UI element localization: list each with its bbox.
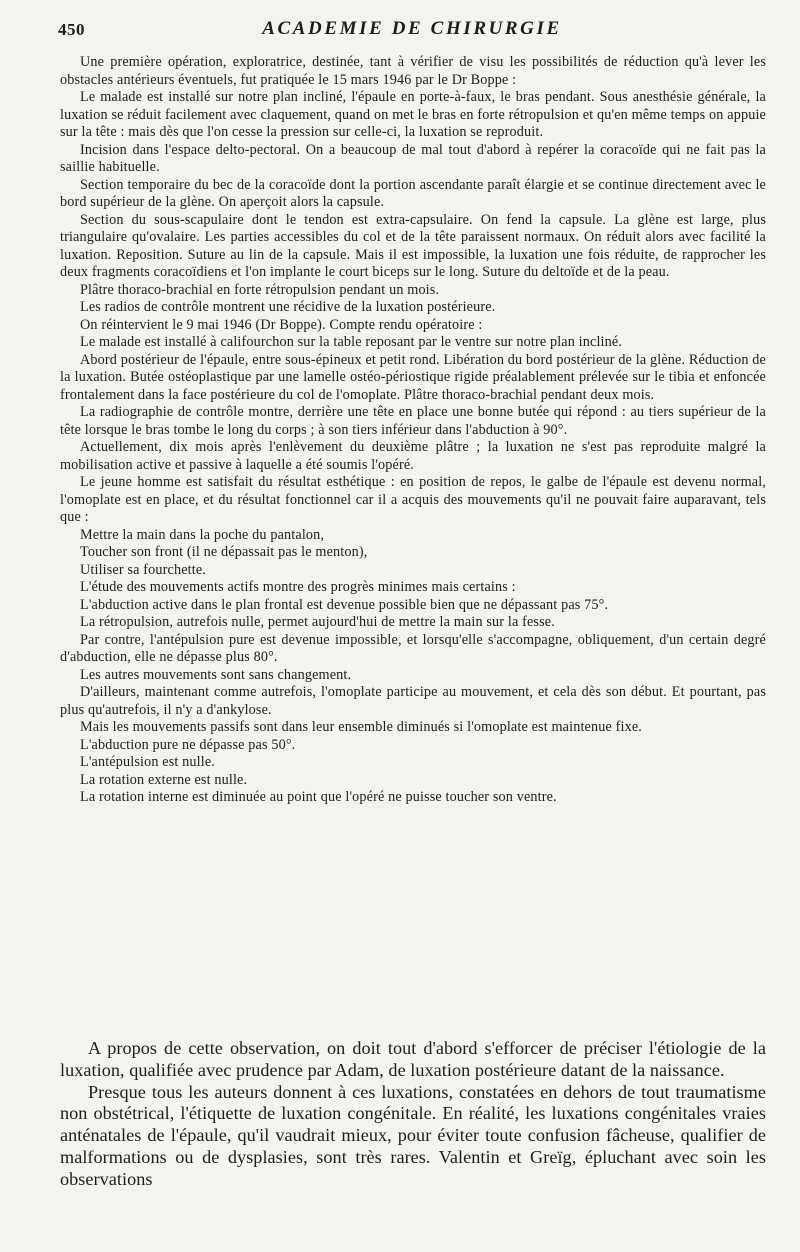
page-number: 450 bbox=[58, 20, 85, 39]
page-header bbox=[58, 18, 766, 48]
observation-paragraph: Section temporaire du bec de la coracoïde dont la portion ascendante paraît élargie et se continue directement avec le bord supérieur de la glène. On aperçoit alors la capsule. bbox=[60, 176, 766, 210]
observation-paragraph: La radiographie de contrôle montre, derrière une tête en place une bonne butée qui répond : au tiers supérieur de la tête lorsque le bras tombe le long du corps ; à son tiers inférieur dans l'abduction à 90°. bbox=[60, 404, 766, 438]
observation-paragraph: L'antépulsion est nulle. bbox=[80, 754, 216, 770]
observation-paragraph: Utiliser sa fourchette. bbox=[80, 561, 206, 578]
observation-paragraph: Mais les mouvements passifs sont dans leur ensemble diminués si l'omoplate est maintenue fixe. bbox=[80, 719, 642, 735]
discussion-text bbox=[60, 1038, 766, 1191]
observation-paragraph: L'abduction pure ne dépasse pas 50°. bbox=[80, 736, 296, 753]
observation-paragraph: Plâtre thoraco-brachial en forte rétropulsion pendant un mois. bbox=[80, 281, 440, 298]
observation-paragraph: La rotation interne est diminuée au point que l'opéré ne puisse toucher son ventre. bbox=[80, 789, 557, 805]
discussion-paragraph: Presque tous les auteurs donnent à ces luxations, constatées en dehors de tout traumatisme non obstétrical, l'étiquette de luxation congénitale. En réalité, les luxations congénitales vraies anténatales de l'épaule, qu'il vaudrait mieux, pour éviter toute confusion fâcheuse, qualifier de malformations ou de dysplasies, sont très rares. Valentin et Greïg, épluchant avec soin les observations bbox=[60, 1081, 766, 1189]
observation-paragraph: Incision dans l'espace delto-pectoral. On a beaucoup de mal tout d'abord à repérer la coracoïde qui ne fait pas la saillie habituelle. bbox=[60, 141, 766, 175]
observation-paragraph: La rotation externe est nulle. bbox=[80, 771, 248, 788]
observation-paragraph: Actuellement, dix mois après l'enlèvement du deuxième plâtre ; la luxation ne s'est pas reproduite malgré la mobilisation active et passive à laquelle a été soumis l'opéré. bbox=[60, 439, 766, 473]
observation-paragraph: Par contre, l'antépulsion pure est devenue impossible, et lorsqu'elle s'accompagne, obliquement, d'un certain degré d'abduction, elle ne dépasse plus 80°. bbox=[60, 631, 766, 665]
observation-paragraph: Les radios de contrôle montrent une récidive de la luxation postérieure. bbox=[80, 299, 496, 315]
observation-paragraph: D'ailleurs, maintenant comme autrefois, l'omoplate participe au mouvement, et cela dès son début. Et pourtant, pas plus qu'autrefois, il n'y a d'ankylose. bbox=[60, 684, 766, 718]
discussion-paragraph: A propos de cette observation, on doit tout d'abord s'efforcer de préciser l'étiologie de la luxation, qualifiée avec prudence par Adam, de luxation postérieure datant de la naissance. bbox=[60, 1038, 766, 1080]
observation-paragraph: L'abduction active dans le plan frontal est devenue possible bien que ne dépassant pas 75°. bbox=[80, 596, 609, 613]
observation-paragraph: Mettre la main dans la poche du pantalon, bbox=[80, 526, 325, 543]
observation-paragraph: La rétropulsion, autrefois nulle, permet aujourd'hui de mettre la main sur la fesse. bbox=[80, 614, 555, 630]
observation-paragraph: Une première opération, exploratrice, destinée, tant à vérifier de visu les possibilités de réduction qu'à lever les obstacles antérieurs éventuels, fut pratiquée le 15 mars 1946 par le Dr Boppe : bbox=[60, 54, 766, 88]
observation-paragraph: Le jeune homme est satisfait du résultat esthétique : en position de repos, le galbe de l'épaule est devenu normal, l'omoplate est en place, et du résultat fonctionnel car il a acquis des mouvements qu'il ne pouvait faire auparavant, tels que : bbox=[60, 474, 766, 525]
observation-paragraph: On réintervient le 9 mai 1946 (Dr Boppe). Compte rendu opératoire : bbox=[80, 316, 483, 333]
observation-paragraph: L'étude des mouvements actifs montre des progrès minimes mais certains : bbox=[80, 579, 516, 595]
observation-paragraph: Toucher son front (il ne dépassait pas le menton), bbox=[80, 544, 368, 560]
observation-paragraph: Abord postérieur de l'épaule, entre sous-épineux et petit rond. Libération du bord postérieur de la glène. Réduction de la luxation. Butée ostéoplastique par une lamelle ostéo-périostique rigide préalablement prélevée sur le tibia et enfoncée frontalement dans la face postérieure du col de l'omoplate. Plâtre thoraco-brachial pendant deux mois. bbox=[60, 351, 766, 403]
running-title: ACADEMIE DE CHIRURGIE bbox=[262, 18, 562, 39]
observation-text bbox=[60, 54, 766, 807]
observation-paragraph: Les autres mouvements sont sans changement. bbox=[80, 666, 352, 683]
observation-paragraph: Le malade est installé sur notre plan incliné, l'épaule en porte-à-faux, le bras pendant. Sous anesthésie générale, la luxation se réduit facilement avec claquement, quand on met le bras en forte rétropulsion et qu'en même temps on appuie sur la tête : mais dès que l'on cesse la pression sur celle-ci, la luxation se reproduit. bbox=[60, 89, 766, 140]
observation-paragraph: Section du sous-scapulaire dont le tendon est extra-capsulaire. On fend la capsule. La glène est large, plus triangulaire qu'ovalaire. Les parties accessibles du col et de la tête paraissent normaux. On réduit alors avec facilité la luxation. Reposition. Suture au lin de la capsule. Mais il est impossible, la luxation une fois réduite, de rapprocher les deux fragments coracoïdiens et l'on implante le court biceps sur le long. Suture du deltoïde et de la peau. bbox=[60, 211, 766, 280]
observation-paragraph: Le malade est installé à califourchon sur la table reposant par le ventre sur notre plan incliné. bbox=[80, 334, 623, 350]
